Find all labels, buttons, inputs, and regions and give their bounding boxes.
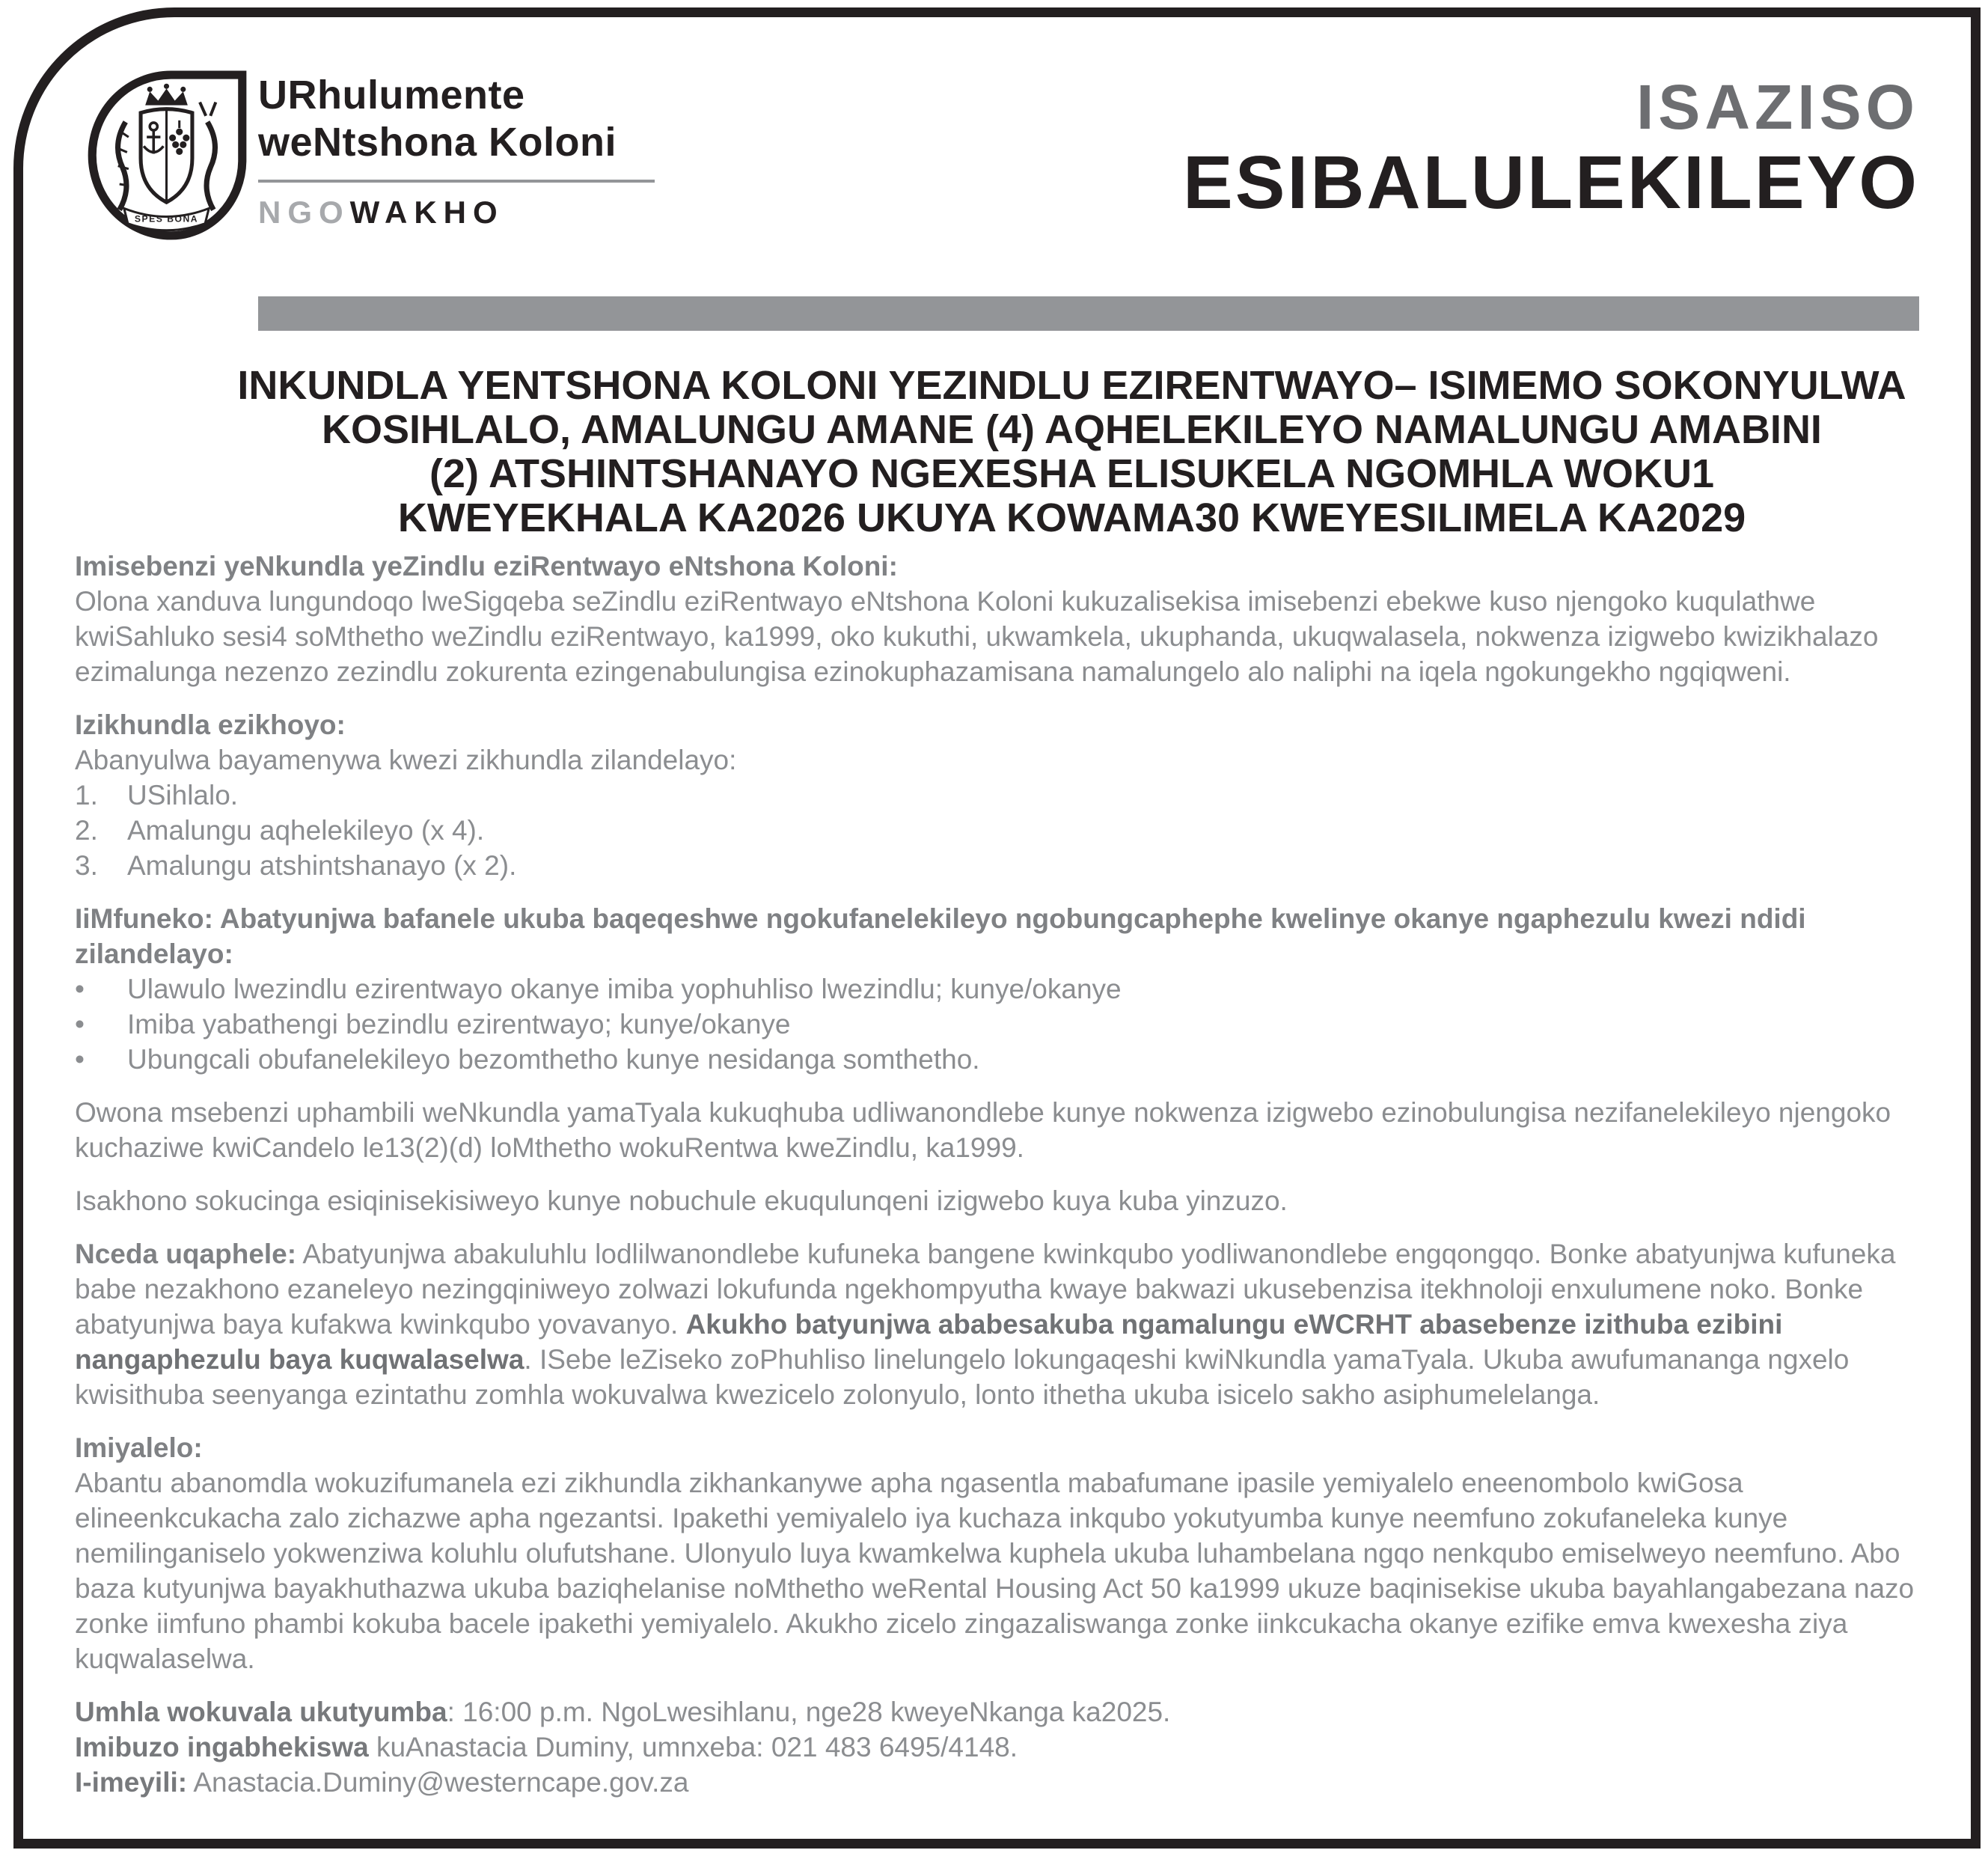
closing-date-text: : 16:00 p.m. NgoLwesihlanu, nge28 kweyeNkanga ka2025. xyxy=(447,1697,1171,1727)
enquiries-line xyxy=(75,1730,1915,1765)
list-item xyxy=(75,971,1915,1007)
tribunal-text: Owona msebenzi uphambili weNkundla yamaTyala kukuqhuba udliwanondlebe kunye nokwenza izigwebo ezinobulungisa nezifanelekileyo njengoko kuchaziwe kwiCandelo le13(2)(d) loMthetho wokuRentwa kweZindlu, ka1999. xyxy=(75,1097,1891,1163)
logo-tagline xyxy=(258,195,655,231)
section-requirements xyxy=(75,901,1915,1077)
header-gray-bar xyxy=(258,296,1919,331)
instructions-text: Abantu abanomdla wokuzifumanela ezi zikhundla zikhankanywe apha ngasentla mabafumane ipasile yemiyalelo eneenombolo kwiGosa elineenkcukacha zalo zichazwe apha ngezantsi. Ipakethi yemiyalelo iya kuchaza inkqubo yokutyumba kunye neemfuno zokufaneleka kunye nemilinganiselo yokwenziwa koluhlu olufutshane. Ulonyulo luya kwamkelwa kuphela ukuba luhambelana ngqo nenkqubo emiselweyo neemfuno. Abo baza kutyunjwa bayakhuthazwa ukuba baziqhelanise noMthetho weRental Housing Act 50 ka1999 ukuze baqinisekise ukuba bayahlangabezana nazo zonke iimfuno phambi kokuba bacele ipakethi yemiyalelo. Akukho zicelo zingazaliswanga zonke iinkcukacha okanye ezifike emva kwexesha ziya kuqwalaselwa. xyxy=(75,1468,1915,1674)
functions-heading: Imisebenzi yeNkundla yeZindlu eziRentwayo eNtshona Koloni: xyxy=(75,551,898,581)
list-marker: 1. xyxy=(75,780,98,811)
list-text: Imiba yabathengi bezindlu ezirentwayo; kunye/okanye xyxy=(127,1009,791,1040)
title-line-2: KOSIHLALO, AMALUNGU AMANE (4) AQHELEKILEYO NAMALUNGU AMABINI xyxy=(322,407,1822,452)
advantage-text: Isakhono sokucinga esiqinisekisiweyo kunye nobuchule ekuqulunqeni izigwebo kuya kuba yinzuzo. xyxy=(75,1185,1288,1216)
requirements-heading: IiMfuneko: Abatyunjwa bafanele ukuba baqeqeshwe ngokufanelekileyo ngobungcaphephe kwelinye okanye ngaphezulu kwezi ndidi zilandelayo: xyxy=(75,903,1806,969)
bullet-marker: • xyxy=(75,1044,85,1075)
logo-text-block xyxy=(258,72,655,231)
wcg-logo xyxy=(86,69,247,245)
notice-label-line1: ISAZISO xyxy=(1636,72,1919,142)
list-marker: 2. xyxy=(75,815,98,846)
closing-date-line xyxy=(75,1694,1915,1730)
section-advantage xyxy=(75,1183,1915,1218)
section-note xyxy=(75,1236,1915,1412)
note-text-2: . ISebe leZiseko zoPhuhliso linelungelo lokungaqeshi kwiNkundla yamaTyala. Ukuba awufumananga ngxelo kwisithuba seenyanga ezintathu zomhla wokuvalwa kwezicelo zolonyulo, lonto ithetha ukuba isicelo sakho asiphumelelanga. xyxy=(75,1344,1850,1410)
coat-of-arms-logo xyxy=(86,69,247,245)
list-item xyxy=(75,1007,1915,1042)
org-name-line2: weNtshona Koloni xyxy=(258,120,617,165)
list-item xyxy=(75,1042,1915,1077)
supporter-left xyxy=(117,122,129,210)
list-marker: 3. xyxy=(75,850,98,881)
bullet-marker: • xyxy=(75,1009,85,1040)
section-instructions xyxy=(75,1430,1915,1676)
closing-date-label: Umhla wokuvala ukutyumba xyxy=(75,1697,447,1727)
positions-intro: Abanyulwa bayamenywa kwezi zikhundla zilandelayo: xyxy=(75,745,737,775)
email-label: I-imeyili: xyxy=(75,1767,188,1798)
notice-label-line2: ESIBALULEKILEYO xyxy=(1183,141,1919,225)
title-line-1: INKUNDLA YENTSHONA KOLONI YEZINDLU EZIRENTWAYO– ISIMEMO SOKONYULWA xyxy=(237,363,1906,408)
list-text: Amalungu aqhelekileyo (x 4). xyxy=(127,815,485,846)
note-label: Nceda uqaphele: xyxy=(75,1239,297,1269)
enquiries-text: kuAnastacia Duminy, umnxeba: 021 483 6495/4148. xyxy=(368,1732,1018,1762)
list-text: Ubungcali obufanelekileyo bezomthetho kunye nesidanga somthetho. xyxy=(127,1044,980,1075)
list-text: Amalungu atshintshanayo (x 2). xyxy=(127,850,517,881)
supporter-right xyxy=(200,103,215,210)
email-address: Anastacia.Duminy@westerncape.gov.za xyxy=(187,1767,689,1798)
title-line-4: KWEYEKHALA KA2026 UKUYA KOWAMA30 KWEYESILIMELA KA2029 xyxy=(397,495,1746,540)
note-bold-text: Akukho batyunjwa ababesakuba ngamalungu eWCRHT abasebenze izithuba ezibini nangaphezulu baya kuqwalaselwa xyxy=(75,1309,1783,1375)
crown-icon xyxy=(145,84,188,106)
list-item xyxy=(75,778,1915,813)
instructions-heading: Imiyalelo: xyxy=(75,1432,203,1463)
section-contact xyxy=(75,1694,1915,1800)
notice-label xyxy=(1183,73,1919,225)
notice-body xyxy=(75,549,1915,1800)
tagline-wakho: WAKHO xyxy=(349,195,504,230)
logo-divider xyxy=(258,180,655,183)
bullet-marker: • xyxy=(75,974,85,1004)
list-text: USihlalo. xyxy=(127,780,239,811)
section-tribunal xyxy=(75,1095,1915,1165)
motto-banner xyxy=(124,208,209,230)
enquiries-label: Imibuzo ingabhekiswa xyxy=(75,1732,369,1762)
positions-heading: Izikhundla ezikhoyo: xyxy=(75,709,346,740)
list-item xyxy=(75,848,1915,883)
title-line-3: (2) ATSHINTSHANAYO NGEXESHA ELISUKELA NGOMHLA WOKU1 xyxy=(429,451,1715,496)
motto-text: SPES BONA xyxy=(134,213,199,225)
note-text-1: Abatyunjwa abakuluhlu lodlilwanondlebe kufuneka bangene kwinkqubo yodliwanondlebe engqongqo. Bonke abatyunjwa kufuneka babe nezakhono ezaneleyo nezingqiniweyo zolwazi lokufunda ngekhompyutha kwaye bakwazi ukusebenzisa itekhnoloji enxulumene noko. Bonke abatyunjwa baya kufakwa kwinkqubo yovavanyo. xyxy=(75,1239,1896,1340)
email-line xyxy=(75,1765,1915,1800)
tagline-ngo: NGO xyxy=(258,195,350,230)
section-functions xyxy=(75,549,1915,689)
shield-icon xyxy=(141,109,192,203)
org-name-line1: URhulumente xyxy=(258,73,525,117)
list-text: Ulawulo lwezindlu ezirentwayo okanye imiba yophuhliso lwezindlu; kunye/okanye xyxy=(127,974,1122,1004)
functions-text: Olona xanduva lungundoqo lweSigqeba seZindlu eziRentwayo eNtshona Koloni kukuzalisekisa imisebenzi ebekwe kuso njengoko kuqulathwe kwiSahluko sesi4 soMthetho weZindlu eziRentwayo, ka1999, oko kukuthi, ukwamkela, ukuphanda, ukuqwalasela, nokwenza izigwebo kwizikhalazo ezimalunga nezenzo zezindlu zokurenta ezingenabulungisa ezinokuphazamisana namalungelo alo naliphi na iqela ngokungekho ngqiqweni. xyxy=(75,586,1879,687)
section-positions xyxy=(75,707,1915,883)
document-title xyxy=(224,364,1919,540)
list-item xyxy=(75,813,1915,848)
